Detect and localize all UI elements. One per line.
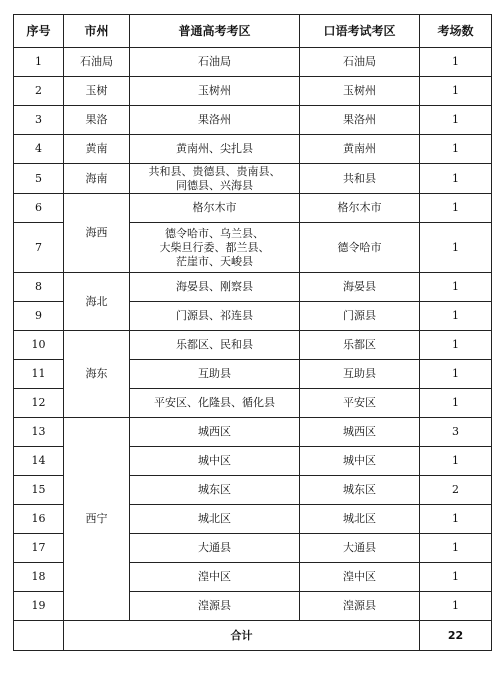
oral-area-cell: 石油局 — [300, 48, 420, 77]
gaokao-area-cell: 格尔木市 — [130, 194, 300, 223]
room-count-cell: 1 — [420, 534, 492, 563]
seq-cell: 3 — [14, 106, 64, 135]
seq-cell: 4 — [14, 135, 64, 164]
table-row — [14, 331, 492, 360]
oral-area-cell: 城中区 — [300, 447, 420, 476]
seq-cell: 17 — [14, 534, 64, 563]
gaokao-area-cell: 海晏县、刚察县 — [130, 273, 300, 302]
oral-area-cell: 黄南州 — [300, 135, 420, 164]
oral-area-cell: 果洛州 — [300, 106, 420, 135]
oral-area-cell: 共和县 — [300, 164, 420, 194]
table-row — [14, 194, 492, 223]
room-count-cell: 1 — [420, 273, 492, 302]
oral-area-cell: 湟中区 — [300, 563, 420, 592]
city-cell: 果洛 — [64, 106, 130, 135]
seq-cell: 7 — [14, 223, 64, 273]
oral-area-cell: 平安区 — [300, 389, 420, 418]
oral-area-cell: 乐都区 — [300, 331, 420, 360]
oral-area-cell: 城北区 — [300, 505, 420, 534]
gaokao-area-cell: 湟中区 — [130, 563, 300, 592]
oral-area-cell: 德令哈市 — [300, 223, 420, 273]
header-row — [14, 15, 492, 48]
gaokao-area-cell: 果洛州 — [130, 106, 300, 135]
header-gaokao-area: 普通高考考区 — [130, 15, 300, 48]
seq-cell: 9 — [14, 302, 64, 331]
exam-area-table — [13, 14, 492, 651]
gaokao-area-cell: 黄南州、尖扎县 — [130, 135, 300, 164]
room-count-cell: 1 — [420, 447, 492, 476]
table-row — [14, 273, 492, 302]
oral-area-cell: 大通县 — [300, 534, 420, 563]
room-count-cell: 2 — [420, 476, 492, 505]
room-count-cell: 1 — [420, 360, 492, 389]
gaokao-area-cell: 城西区 — [130, 418, 300, 447]
gaokao-area-cell: 门源县、祁连县 — [130, 302, 300, 331]
seq-cell: 10 — [14, 331, 64, 360]
oral-area-cell: 城西区 — [300, 418, 420, 447]
seq-cell: 8 — [14, 273, 64, 302]
total-row — [14, 621, 492, 651]
room-count-cell: 3 — [420, 418, 492, 447]
gaokao-area-cell: 互助县 — [130, 360, 300, 389]
room-count-cell: 1 — [420, 331, 492, 360]
table-row — [14, 77, 492, 106]
oral-area-cell: 海晏县 — [300, 273, 420, 302]
header-oral-area: 口语考试考区 — [300, 15, 420, 48]
gaokao-area-cell: 乐都区、民和县 — [130, 331, 300, 360]
seq-cell: 11 — [14, 360, 64, 389]
gaokao-area-cell: 城东区 — [130, 476, 300, 505]
city-cell: 西宁 — [64, 418, 130, 621]
table-row — [14, 106, 492, 135]
gaokao-area-cell: 城中区 — [130, 447, 300, 476]
city-cell: 海北 — [64, 273, 130, 331]
header-seq: 序号 — [14, 15, 64, 48]
table-row — [14, 135, 492, 164]
gaokao-area-cell: 石油局 — [130, 48, 300, 77]
city-cell: 海南 — [64, 164, 130, 194]
table-row — [14, 164, 492, 194]
total-seq-empty — [14, 621, 64, 651]
city-cell: 海西 — [64, 194, 130, 273]
oral-area-cell: 互助县 — [300, 360, 420, 389]
seq-cell: 1 — [14, 48, 64, 77]
gaokao-area-cell: 德令哈市、乌兰县、 大柴旦行委、都兰县、 茫崖市、天峻县 — [130, 223, 300, 273]
oral-area-cell: 湟源县 — [300, 592, 420, 621]
seq-cell: 15 — [14, 476, 64, 505]
seq-cell: 5 — [14, 164, 64, 194]
room-count-cell: 1 — [420, 106, 492, 135]
city-cell: 玉树 — [64, 77, 130, 106]
room-count-cell: 1 — [420, 135, 492, 164]
oral-area-cell: 城东区 — [300, 476, 420, 505]
seq-cell: 2 — [14, 77, 64, 106]
room-count-cell: 1 — [420, 164, 492, 194]
gaokao-area-cell: 平安区、化隆县、循化县 — [130, 389, 300, 418]
room-count-cell: 1 — [420, 77, 492, 106]
header-room-count: 考场数 — [420, 15, 492, 48]
city-cell: 海东 — [64, 331, 130, 418]
room-count-cell: 1 — [420, 592, 492, 621]
oral-area-cell: 格尔木市 — [300, 194, 420, 223]
room-count-cell: 1 — [420, 223, 492, 273]
header-city: 市州 — [64, 15, 130, 48]
gaokao-area-cell: 共和县、贵德县、贵南县、 同德县、兴海县 — [130, 164, 300, 194]
table-row — [14, 418, 492, 447]
gaokao-area-cell: 玉树州 — [130, 77, 300, 106]
seq-cell: 19 — [14, 592, 64, 621]
seq-cell: 13 — [14, 418, 64, 447]
city-cell: 黄南 — [64, 135, 130, 164]
gaokao-area-cell: 城北区 — [130, 505, 300, 534]
city-cell: 石油局 — [64, 48, 130, 77]
oral-area-cell: 玉树州 — [300, 77, 420, 106]
room-count-cell: 1 — [420, 389, 492, 418]
room-count-cell: 1 — [420, 302, 492, 331]
seq-cell: 14 — [14, 447, 64, 476]
room-count-cell: 1 — [420, 563, 492, 592]
oral-area-cell: 门源县 — [300, 302, 420, 331]
total-value: 22 — [420, 621, 492, 651]
room-count-cell: 1 — [420, 194, 492, 223]
seq-cell: 16 — [14, 505, 64, 534]
seq-cell: 6 — [14, 194, 64, 223]
total-label: 合计 — [64, 621, 420, 651]
gaokao-area-cell: 大通县 — [130, 534, 300, 563]
room-count-cell: 1 — [420, 505, 492, 534]
room-count-cell: 1 — [420, 48, 492, 77]
gaokao-area-cell: 湟源县 — [130, 592, 300, 621]
seq-cell: 18 — [14, 563, 64, 592]
table-row — [14, 48, 492, 77]
seq-cell: 12 — [14, 389, 64, 418]
